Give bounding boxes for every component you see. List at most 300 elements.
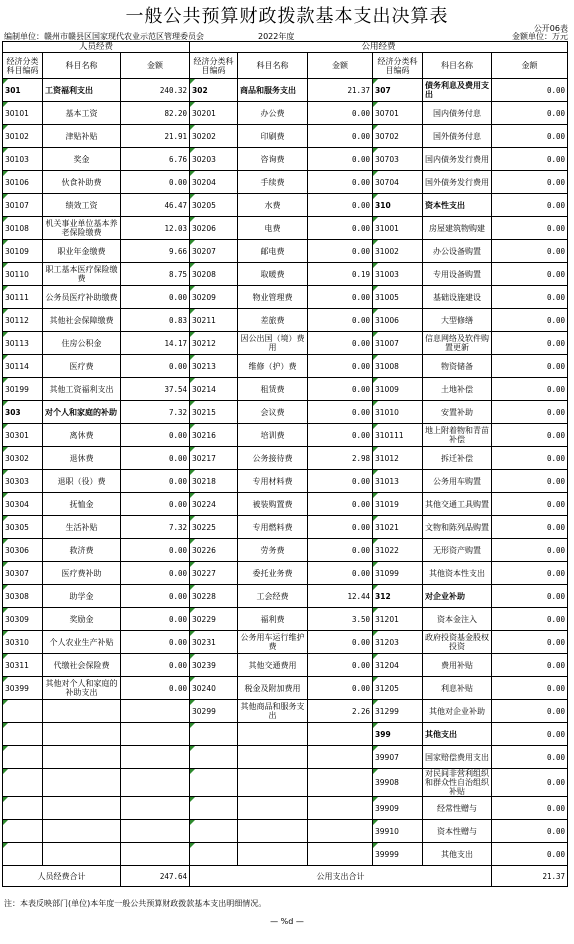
table-row (3, 493, 568, 516)
cell-marker-icon (190, 401, 195, 406)
amount-cell (121, 797, 190, 820)
page-number: — %d — (270, 917, 304, 926)
econ-code-cell: 30225 (190, 516, 238, 539)
cell-marker-icon (190, 470, 195, 475)
amount-cell: 0.00 (492, 447, 568, 470)
cell-marker-icon (373, 539, 378, 544)
cell-marker-icon (3, 217, 8, 222)
amount-cell (121, 700, 190, 723)
item-name-cell: 其他社会保障缴费 (43, 309, 121, 332)
table-row (3, 401, 568, 424)
econ-code-cell: 30101 (3, 102, 43, 125)
table-row (3, 217, 568, 240)
econ-code-cell: 31205 (373, 677, 423, 700)
cell-marker-icon (373, 125, 378, 130)
amount-cell: 0.00 (308, 424, 373, 447)
amount-cell: 0.00 (492, 470, 568, 493)
item-name-cell: 其他交通费用 (238, 654, 308, 677)
item-name-cell: 咨询费 (238, 148, 308, 171)
item-name-cell (43, 797, 121, 820)
econ-code-cell (190, 746, 238, 769)
table-row (3, 194, 568, 217)
item-name-cell: 租赁费 (238, 378, 308, 401)
econ-code-cell: 30703 (373, 148, 423, 171)
item-name-cell: 信息网络及软件购置更新 (423, 332, 492, 355)
amount-cell (308, 746, 373, 769)
table-row (3, 677, 568, 700)
table-row (3, 654, 568, 677)
table-row (3, 746, 568, 769)
cell-marker-icon (373, 424, 378, 429)
cell-marker-icon (3, 493, 8, 498)
econ-code-cell: 31099 (373, 562, 423, 585)
item-name-cell: 退休费 (43, 447, 121, 470)
econ-code-cell (3, 723, 43, 746)
item-name-cell: 手续费 (238, 171, 308, 194)
amount-cell: 0.00 (492, 332, 568, 355)
cell-marker-icon (3, 470, 8, 475)
table-row (3, 378, 568, 401)
section-header-row (3, 42, 568, 53)
cell-marker-icon (190, 820, 195, 825)
amount-cell: 3.50 (308, 608, 373, 631)
econ-code-cell: 30209 (190, 286, 238, 309)
cell-marker-icon (3, 539, 8, 544)
amount-cell: 0.00 (492, 723, 568, 746)
table-row (3, 309, 568, 332)
header-name: 科目名称 (238, 53, 308, 79)
amount-cell: 0.00 (308, 539, 373, 562)
cell-marker-icon (190, 585, 195, 590)
amount-cell: 0.00 (308, 102, 373, 125)
cell-marker-icon (3, 240, 8, 245)
item-name-cell (238, 746, 308, 769)
cell-marker-icon (373, 797, 378, 802)
amount-cell: 21.37 (308, 79, 373, 102)
econ-code-cell: 31022 (373, 539, 423, 562)
cell-marker-icon (190, 424, 195, 429)
econ-code-cell: 39909 (373, 797, 423, 820)
econ-code-cell: 30201 (190, 102, 238, 125)
cell-marker-icon (373, 654, 378, 659)
item-name-cell: 水费 (238, 194, 308, 217)
amount-cell: 7.32 (121, 516, 190, 539)
item-name-cell: 债务利息及费用支出 (423, 79, 492, 102)
totals-row (3, 866, 568, 887)
cell-marker-icon (190, 608, 195, 613)
econ-code-cell: 30114 (3, 355, 43, 378)
form-number: 公开06表 (533, 24, 568, 33)
cell-marker-icon (3, 102, 8, 107)
amount-cell: 9.66 (121, 240, 190, 263)
cell-marker-icon (373, 401, 378, 406)
cell-marker-icon (3, 631, 8, 636)
econ-code-cell: 30224 (190, 493, 238, 516)
cell-marker-icon (190, 700, 195, 705)
header-code: 经济分类科目编码 (190, 53, 238, 79)
item-name-cell: 培训费 (238, 424, 308, 447)
econ-code-cell: 30704 (373, 171, 423, 194)
cell-marker-icon (190, 125, 195, 130)
cell-marker-icon (373, 378, 378, 383)
cell-marker-icon (190, 493, 195, 498)
amount-cell: 46.47 (121, 194, 190, 217)
item-name-cell: 津贴补贴 (43, 125, 121, 148)
econ-code-cell: 30110 (3, 263, 43, 286)
econ-code-cell: 30207 (190, 240, 238, 263)
econ-code-cell: 310 (373, 194, 423, 217)
table-row (3, 424, 568, 447)
amount-cell: 0.00 (492, 171, 568, 194)
item-name-cell: 会议费 (238, 401, 308, 424)
item-name-cell: 物资储备 (423, 355, 492, 378)
item-name-cell: 福利费 (238, 608, 308, 631)
item-name-cell: 办公设备购置 (423, 240, 492, 263)
cell-marker-icon (3, 447, 8, 452)
amount-cell: 0.00 (308, 217, 373, 240)
item-name-cell (43, 746, 121, 769)
cell-marker-icon (373, 470, 378, 475)
cell-marker-icon (190, 263, 195, 268)
econ-code-cell: 307 (373, 79, 423, 102)
econ-code-cell: 30303 (3, 470, 43, 493)
econ-code-cell (3, 797, 43, 820)
cell-marker-icon (3, 378, 8, 383)
econ-code-cell: 30304 (3, 493, 43, 516)
item-name-cell: 公务接待费 (238, 447, 308, 470)
item-name-cell: 维修（护）费 (238, 355, 308, 378)
cell-marker-icon (190, 286, 195, 291)
amount-cell: 0.00 (308, 470, 373, 493)
table-row (3, 843, 568, 866)
table-row (3, 263, 568, 286)
econ-code-cell: 303 (3, 401, 43, 424)
amount-cell: 2.26 (308, 700, 373, 723)
item-name-cell: 电费 (238, 217, 308, 240)
cell-marker-icon (190, 79, 195, 84)
econ-code-cell: 30103 (3, 148, 43, 171)
amount-cell: 0.19 (308, 263, 373, 286)
item-name-cell (43, 820, 121, 843)
econ-code-cell: 30108 (3, 217, 43, 240)
amount-cell: 0.83 (121, 309, 190, 332)
econ-code-cell: 31010 (373, 401, 423, 424)
amount-cell: 14.17 (121, 332, 190, 355)
table-row (3, 797, 568, 820)
cell-marker-icon (373, 332, 378, 337)
amount-cell: 0.00 (121, 493, 190, 516)
item-name-cell: 助学金 (43, 585, 121, 608)
cell-marker-icon (190, 539, 195, 544)
item-name-cell: 其他对个人和家庭的补助支出 (43, 677, 121, 700)
amount-cell: 0.00 (492, 700, 568, 723)
header-name: 科目名称 (423, 53, 492, 79)
expenditure-table (2, 41, 568, 887)
econ-code-cell (190, 723, 238, 746)
amount-cell (121, 746, 190, 769)
cell-marker-icon (190, 355, 195, 360)
amount-cell: 0.00 (492, 263, 568, 286)
amount-cell: 37.54 (121, 378, 190, 401)
table-row (3, 332, 568, 355)
item-name-cell: 绩效工资 (43, 194, 121, 217)
table-row (3, 631, 568, 654)
econ-code-cell: 30217 (190, 447, 238, 470)
item-name-cell (238, 723, 308, 746)
amount-cell: 0.00 (308, 240, 373, 263)
econ-code-cell (3, 843, 43, 866)
econ-code-cell: 30109 (3, 240, 43, 263)
item-name-cell: 国外债务发行费用 (423, 171, 492, 194)
cell-marker-icon (190, 562, 195, 567)
item-name-cell: 委托业务费 (238, 562, 308, 585)
cell-marker-icon (3, 843, 8, 848)
header-amount: 金额 (121, 53, 190, 79)
item-name-cell (43, 769, 121, 797)
econ-code-cell: 30212 (190, 332, 238, 355)
item-name-cell: 退职（役）费 (43, 470, 121, 493)
amount-cell: 21.91 (121, 125, 190, 148)
table-row (3, 562, 568, 585)
item-name-cell: 安置补助 (423, 401, 492, 424)
econ-code-cell (3, 820, 43, 843)
econ-code-cell: 30301 (3, 424, 43, 447)
item-name-cell (238, 797, 308, 820)
item-name-cell: 土地补偿 (423, 378, 492, 401)
table-row (3, 355, 568, 378)
econ-code-cell: 30206 (190, 217, 238, 240)
item-name-cell: 工资福利支出 (43, 79, 121, 102)
amount-cell: 0.00 (121, 447, 190, 470)
item-name-cell: 劳务费 (238, 539, 308, 562)
amount-cell: 0.00 (492, 217, 568, 240)
cell-marker-icon (373, 171, 378, 176)
amount-cell: 0.00 (492, 539, 568, 562)
item-name-cell: 个人农业生产补贴 (43, 631, 121, 654)
cell-marker-icon (373, 608, 378, 613)
item-name-cell (43, 700, 121, 723)
table-row (3, 516, 568, 539)
econ-code-cell: 30113 (3, 332, 43, 355)
econ-code-cell: 31201 (373, 608, 423, 631)
econ-code-cell: 31013 (373, 470, 423, 493)
item-name-cell: 其他支出 (423, 723, 492, 746)
amount-cell: 8.75 (121, 263, 190, 286)
item-name-cell (43, 723, 121, 746)
econ-code-cell: 30399 (3, 677, 43, 700)
cell-marker-icon (190, 797, 195, 802)
cell-marker-icon (373, 263, 378, 268)
cell-marker-icon (373, 217, 378, 222)
econ-code-cell: 30299 (190, 700, 238, 723)
item-name-cell: 对企业补助 (423, 585, 492, 608)
item-name-cell: 医疗费补助 (43, 562, 121, 585)
item-name-cell: 住房公积金 (43, 332, 121, 355)
cell-marker-icon (373, 820, 378, 825)
item-name-cell: 取暖费 (238, 263, 308, 286)
cell-marker-icon (3, 677, 8, 682)
cell-marker-icon (373, 585, 378, 590)
item-name-cell: 专用材料费 (238, 470, 308, 493)
cell-marker-icon (373, 148, 378, 153)
econ-code-cell: 31005 (373, 286, 423, 309)
econ-code-cell (190, 769, 238, 797)
public-total-amount: 21.37 (492, 866, 568, 887)
cell-marker-icon (373, 286, 378, 291)
amount-cell: 12.44 (308, 585, 373, 608)
item-name-cell (238, 769, 308, 797)
econ-code-cell: 30229 (190, 608, 238, 631)
econ-code-cell: 312 (373, 585, 423, 608)
item-name-cell: 职业年金缴费 (43, 240, 121, 263)
amount-cell: 0.00 (492, 631, 568, 654)
item-name-cell: 专用设备购置 (423, 263, 492, 286)
econ-code-cell: 30305 (3, 516, 43, 539)
item-name-cell: 对个人和家庭的补助 (43, 401, 121, 424)
item-name-cell: 职工基本医疗保险缴费 (43, 263, 121, 286)
amount-cell: 0.00 (492, 240, 568, 263)
amount-cell: 12.03 (121, 217, 190, 240)
econ-code-cell: 30216 (190, 424, 238, 447)
cell-marker-icon (190, 516, 195, 521)
amount-cell: 0.00 (492, 746, 568, 769)
amount-cell: 0.00 (121, 539, 190, 562)
table-note: 注：本表反映部门(单位)本年度一般公共预算财政拨款基本支出明细情况。 (4, 899, 267, 908)
econ-code-cell: 30310 (3, 631, 43, 654)
cell-marker-icon (3, 723, 8, 728)
header-amount: 金额 (308, 53, 373, 79)
amount-cell: 0.00 (308, 562, 373, 585)
item-name-cell: 基础设施建设 (423, 286, 492, 309)
cell-marker-icon (3, 516, 8, 521)
cell-marker-icon (190, 332, 195, 337)
cell-marker-icon (3, 286, 8, 291)
table-row (3, 240, 568, 263)
item-name-cell: 被装购置费 (238, 493, 308, 516)
item-name-cell (43, 843, 121, 866)
cell-marker-icon (3, 401, 8, 406)
amount-cell: 0.00 (308, 286, 373, 309)
cell-marker-icon (373, 631, 378, 636)
table-row (3, 447, 568, 470)
table-row (3, 723, 568, 746)
item-name-cell: 抚恤金 (43, 493, 121, 516)
amount-cell (121, 769, 190, 797)
table-row (3, 769, 568, 797)
amount-cell: 0.00 (492, 654, 568, 677)
econ-code-cell: 39908 (373, 769, 423, 797)
item-name-cell: 其他商品和服务支出 (238, 700, 308, 723)
item-name-cell: 离休费 (43, 424, 121, 447)
econ-code-cell: 39999 (373, 843, 423, 866)
econ-code-cell: 30308 (3, 585, 43, 608)
amount-cell: 0.00 (492, 401, 568, 424)
cell-marker-icon (373, 746, 378, 751)
item-name-cell: 公务用车运行维护费 (238, 631, 308, 654)
item-name-cell: 利息补贴 (423, 677, 492, 700)
item-name-cell: 费用补贴 (423, 654, 492, 677)
personnel-total-label: 人员经费合计 (3, 866, 121, 887)
item-name-cell: 国家赔偿费用支出 (423, 746, 492, 769)
cell-marker-icon (373, 562, 378, 567)
econ-code-cell: 30203 (190, 148, 238, 171)
amount-cell (308, 769, 373, 797)
cell-marker-icon (3, 797, 8, 802)
amount-cell: 0.00 (492, 309, 568, 332)
amount-cell: 0.00 (121, 286, 190, 309)
amount-cell: 0.00 (308, 309, 373, 332)
amount-cell: 0.00 (121, 171, 190, 194)
item-name-cell: 机关事业单位基本养老保险缴费 (43, 217, 121, 240)
amount-cell: 0.00 (492, 608, 568, 631)
cell-marker-icon (3, 79, 8, 84)
econ-code-cell: 30218 (190, 470, 238, 493)
amount-unit: 金额单位：万元 (512, 32, 568, 41)
item-name-cell: 公务用车购置 (423, 470, 492, 493)
econ-code-cell: 30214 (190, 378, 238, 401)
cell-marker-icon (3, 355, 8, 360)
item-name-cell: 拆迁补偿 (423, 447, 492, 470)
table-row (3, 125, 568, 148)
cell-marker-icon (190, 171, 195, 176)
amount-cell: 0.00 (492, 378, 568, 401)
cell-marker-icon (3, 700, 8, 705)
section-personnel: 人员经费 (3, 42, 190, 53)
cell-marker-icon (3, 746, 8, 751)
amount-cell (121, 820, 190, 843)
econ-code-cell: 30228 (190, 585, 238, 608)
cell-marker-icon (373, 79, 378, 84)
econ-code-cell (190, 797, 238, 820)
amount-cell: 0.00 (308, 171, 373, 194)
cell-marker-icon (373, 240, 378, 245)
amount-cell: 0.00 (492, 797, 568, 820)
fiscal-year: 2022年度 (258, 32, 295, 41)
header-code: 经济分类科目编码 (3, 53, 43, 79)
cell-marker-icon (373, 700, 378, 705)
amount-cell: 0.00 (492, 843, 568, 866)
cell-marker-icon (190, 148, 195, 153)
cell-marker-icon (3, 171, 8, 176)
cell-marker-icon (190, 631, 195, 636)
econ-code-cell: 30111 (3, 286, 43, 309)
cell-marker-icon (3, 263, 8, 268)
amount-cell: 0.00 (492, 194, 568, 217)
amount-cell: 6.76 (121, 148, 190, 171)
cell-marker-icon (190, 447, 195, 452)
amount-cell: 0.00 (308, 677, 373, 700)
econ-code-cell: 31006 (373, 309, 423, 332)
cell-marker-icon (373, 309, 378, 314)
amount-cell: 0.00 (492, 286, 568, 309)
econ-code-cell: 31008 (373, 355, 423, 378)
amount-cell: 2.98 (308, 447, 373, 470)
amount-cell: 0.00 (121, 585, 190, 608)
econ-code-cell: 39907 (373, 746, 423, 769)
econ-code-cell: 31001 (373, 217, 423, 240)
econ-code-cell: 30227 (190, 562, 238, 585)
amount-cell: 0.00 (308, 148, 373, 171)
cell-marker-icon (373, 723, 378, 728)
item-name-cell: 其他交通工具购置 (423, 493, 492, 516)
amount-cell: 0.00 (492, 125, 568, 148)
item-name-cell: 其他资本性支出 (423, 562, 492, 585)
item-name-cell: 大型修缮 (423, 309, 492, 332)
amount-cell (308, 820, 373, 843)
public-total-label: 公用支出合计 (190, 866, 492, 887)
amount-cell (308, 843, 373, 866)
econ-code-cell: 301 (3, 79, 43, 102)
